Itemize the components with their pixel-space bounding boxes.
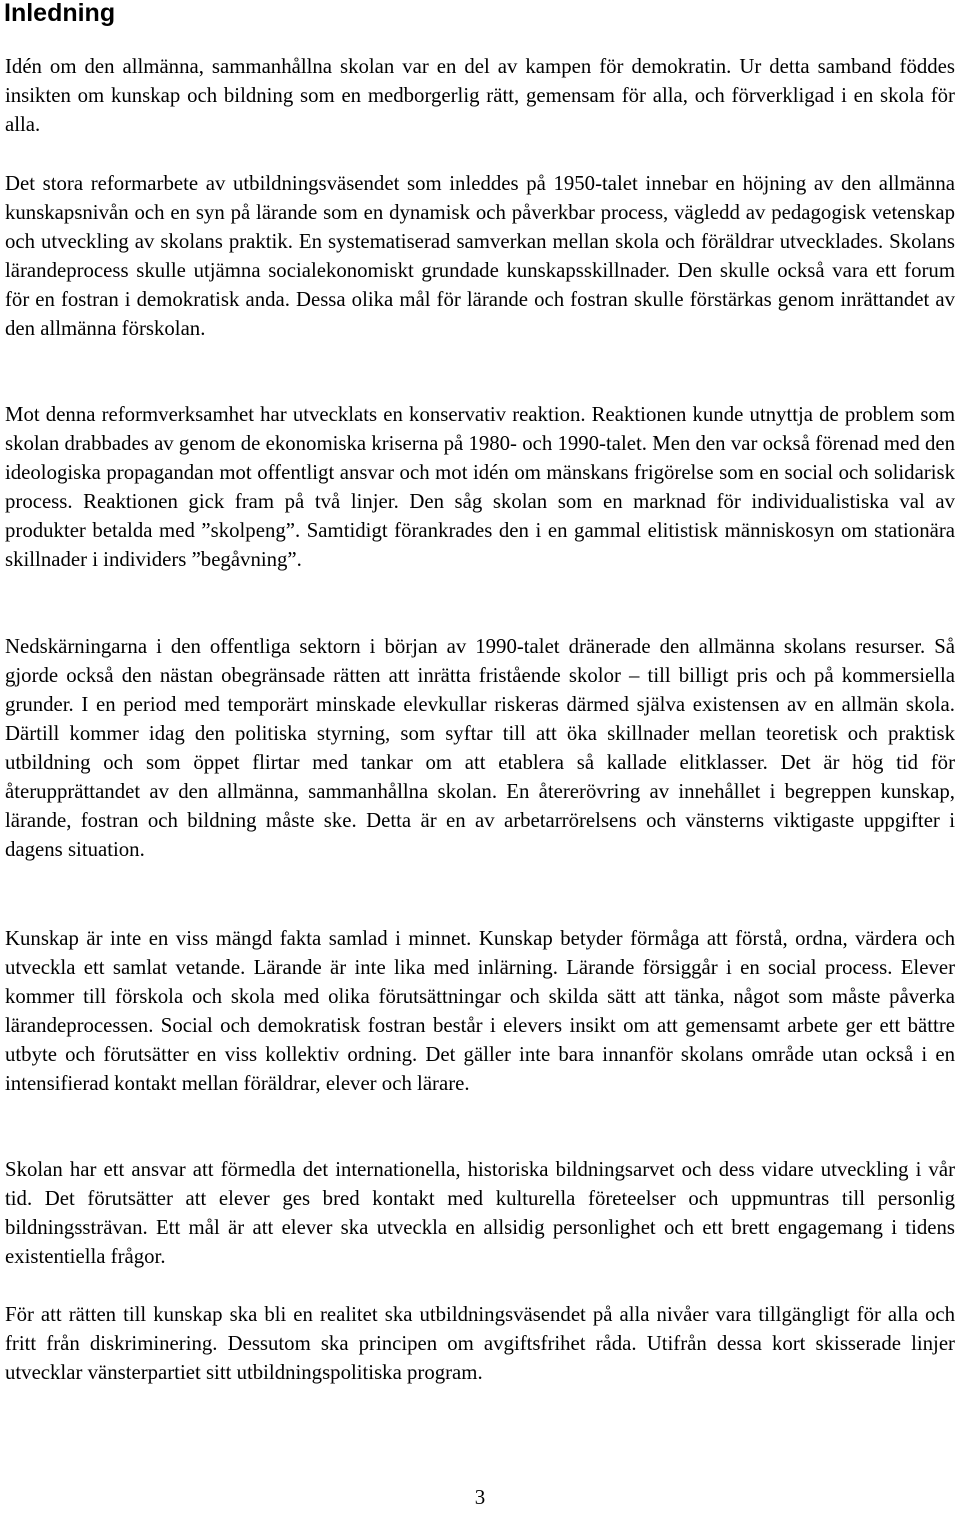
paragraph-7: För att rätten till kunskap ska bli en realitet ska utbildningsväsendet på alla nivåer vara tillgängligt för alla och fritt från diskriminering. Dessutom ska principen om avgiftsfrihet råda. Utifrån dessa kort skisserade linjer utvecklar vänsterpartiet sitt utbildningspolitiska program. [5,1303,955,1384]
paragraph-1: Idén om den allmänna, sammanhållna skolan var en del av kampen för demokratin. Ur detta samband föddes insikten om kunskap och bildning som en medborgerlig rätt, gemensam för alla, och förverkligad i en skola för alla. [5,55,955,136]
page-number: 3 [474,1485,486,1509]
paragraph-4: Nedskärningarna i den offentliga sektorn i början av 1990-talet dränerade den allmänna skolans resurser. Så gjorde också den nästan obegränsade rätten att inrätta fristående skolor – till billigt pris och på kommersiella grunder. I en period med temporärt minskade elevkullar riskeras därmed själva existensen av en allmän skola. Därtill kommer idag den politiska styrning, som syftar till att öka skillnader mellan teoretisk och praktisk utbildning och som öppet flirtar med tankar om att etablera så kallade elitklasser. Det är hög tid för återupprättandet av den allmänna, sammanhållna skolan. En återerövring av innehållet i begreppen kunskap, lärande, fostran och bildning måste ske. Detta är en av arbetarrörelsens och vänsterns viktigaste uppgifter i dagens situation. [5,635,955,861]
paragraph-5: Kunskap är inte en viss mängd fakta samlad i minnet. Kunskap betyder förmåga att förstå, ordna, värdera och utveckla ett samlat vetande. Lärande är inte lika med inlärning. Lärande försiggår i en social process. Elever kommer till förskola och skola med olika förutsättningar och skilda sätt att tänka, något som måste påverka lärandeprocessen. Social och demokratisk fostran består i elevers insikt om att gemensamt arbete ger ett bättre utbyte och förutsätter en viss kollektiv ordning. Det gäller inte bara innanför skolans område utan också i en intensifierad kontakt mellan föräldrar, elever och lärare. [5,927,955,1095]
section-heading: Inledning [4,0,116,27]
paragraph-6: Skolan har ett ansvar att förmedla det internationella, historiska bildningsarvet och dess vidare utveckling i vår tid. Det förutsätter att elever ges bred kontakt med kulturella företeelser och uppmuntras till personlig bildningssträvan. Ett mål är att elever ska utveckla en allsidig personlighet och ett brett engagemang i tidens existentiella frågor. [5,1158,955,1268]
paragraph-2: Det stora reformarbete av utbildningsväsendet som inleddes på 1950-talet innebar en höjning av den allmänna kunskapsnivån och en syn på lärande som en dynamisk och påverkbar process, vägledd av pedagogisk vetenskap och utveckling av skolans praktik. En systematiserad samverkan mellan skola och föräldrar utvecklades. Skolans lärandeprocess skulle utjämna socialekonomiskt grundade kunskapsskillnader. Den skulle också vara ett forum för en fostran i demokratisk anda. Dessa olika mål för lärande och fostran skulle förstärkas genom inrättandet av den allmänna förskolan. [5,172,955,340]
paragraph-3: Mot denna reformverksamhet har utvecklats en konservativ reaktion. Reaktionen kunde utnyttja de problem som skolan drabbades av genom de ekonomiska kriserna på 1980- och 1990-talet. Men den var också förenad med den ideologiska propagandan mot offentligt ansvar och mot idén om mänskans frigörelse som en social och solidarisk process. Reaktionen gick fram på två linjer. Den såg skolan som en marknad för individualistiska val av produkter betalda med ”skolpeng”. Samtidigt förankrades den i en gammal elitistisk människosyn om stationära skillnader i individers ”begåvning”. [5,403,955,571]
